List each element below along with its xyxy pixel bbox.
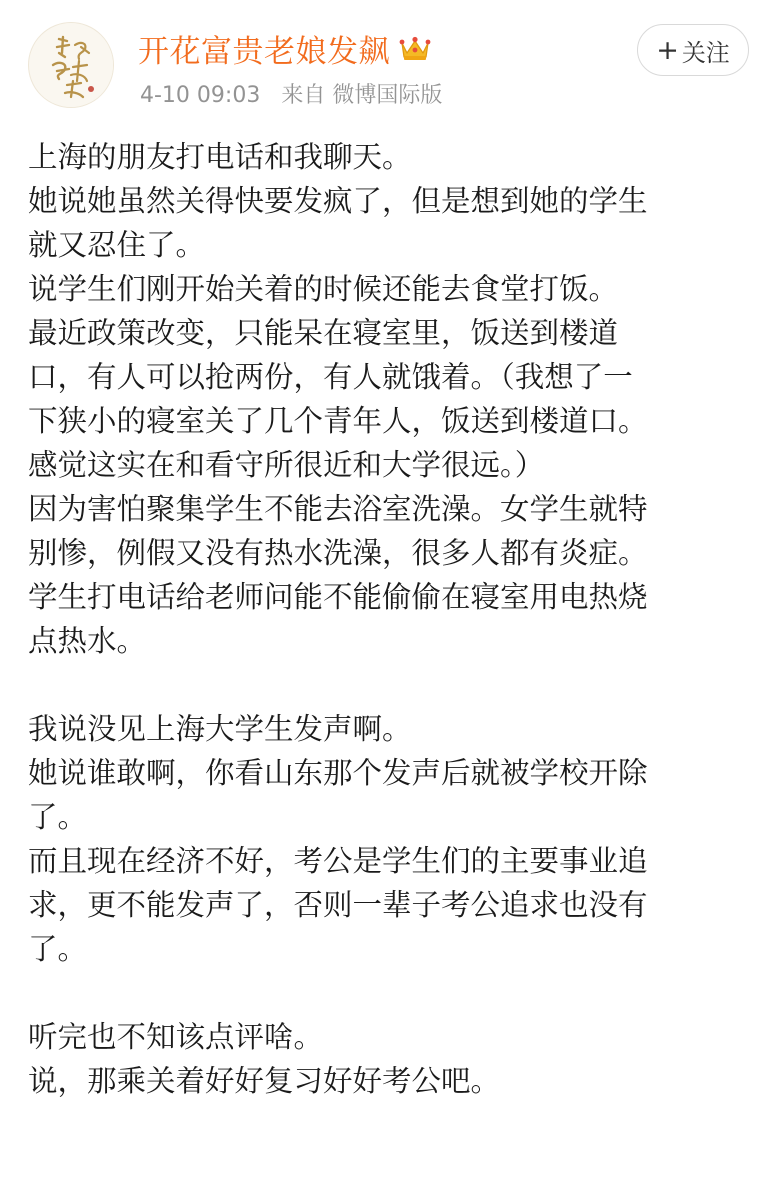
post-text-line: 因为害怕聚集学生不能去浴室洗澡。女学生就特: [28, 492, 648, 526]
post-timestamp: 4-10 09:03: [140, 83, 261, 108]
post-text-line: 了。: [28, 932, 88, 966]
post-text-line: 学生打电话给老师问能不能偷偷在寝室用电热烧: [28, 580, 648, 614]
post-body: [28, 135, 763, 1103]
post-text-line: 点热水。: [28, 624, 147, 658]
plus-icon: +: [656, 34, 679, 66]
avatar[interactable]: [28, 22, 114, 108]
post-text-line: 下狭小的寝室关了几个青年人，饭送到楼道口。: [28, 404, 648, 438]
post-meta: [140, 78, 456, 109]
follow-button-label: 关注: [681, 38, 730, 67]
post-text-line: 了。: [28, 800, 88, 834]
author-name[interactable]: 开花富贵老娘发飙: [138, 33, 390, 70]
post-text-line: 听完也不知该点评啥。: [28, 1020, 324, 1054]
post-text-line: 说，那乘关着好好复习好好考公吧。: [28, 1064, 501, 1098]
post-text-line: 求，更不能发声了，否则一辈子考公追求也没有: [28, 888, 648, 922]
post-text-line: 说学生们刚开始关着的时候还能去食堂打饭。: [28, 272, 619, 306]
post-text-line: 就又忍住了。: [28, 228, 206, 262]
post-header: [0, 0, 777, 118]
post-text-line: 上海的朋友打电话和我聊天。: [28, 140, 412, 174]
post-text-line: 我说没见上海大学生发声啊。: [28, 712, 412, 746]
post-text-line: 她说谁敢啊，你看山东那个发声后就被学校开除: [28, 756, 648, 790]
calligraphy-avatar-icon: [29, 23, 114, 108]
username-row: [138, 26, 432, 70]
post-text-line: 口，有人可以抢两份，有人就饿着。（我想了一: [28, 360, 633, 394]
paragraph-spacer: [28, 971, 763, 1015]
post-text-line: 而且现在经济不好，考公是学生们的主要事业追: [28, 844, 648, 878]
post-text-line: 别惨，例假又没有热水洗澡，很多人都有炎症。: [28, 536, 648, 570]
post-text-line: 她说她虽然关得快要发疯了，但是想到她的学生: [28, 184, 648, 218]
paragraph-spacer: [28, 663, 763, 707]
follow-button[interactable]: [637, 24, 749, 76]
post-source[interactable]: 来自 微博国际版: [281, 83, 443, 108]
post-text-line: 最近政策改变，只能呆在寝室里，饭送到楼道: [28, 316, 619, 350]
crown-icon[interactable]: [398, 33, 432, 63]
post-text-line: 感觉这实在和看守所很近和大学很远。）: [28, 448, 545, 482]
